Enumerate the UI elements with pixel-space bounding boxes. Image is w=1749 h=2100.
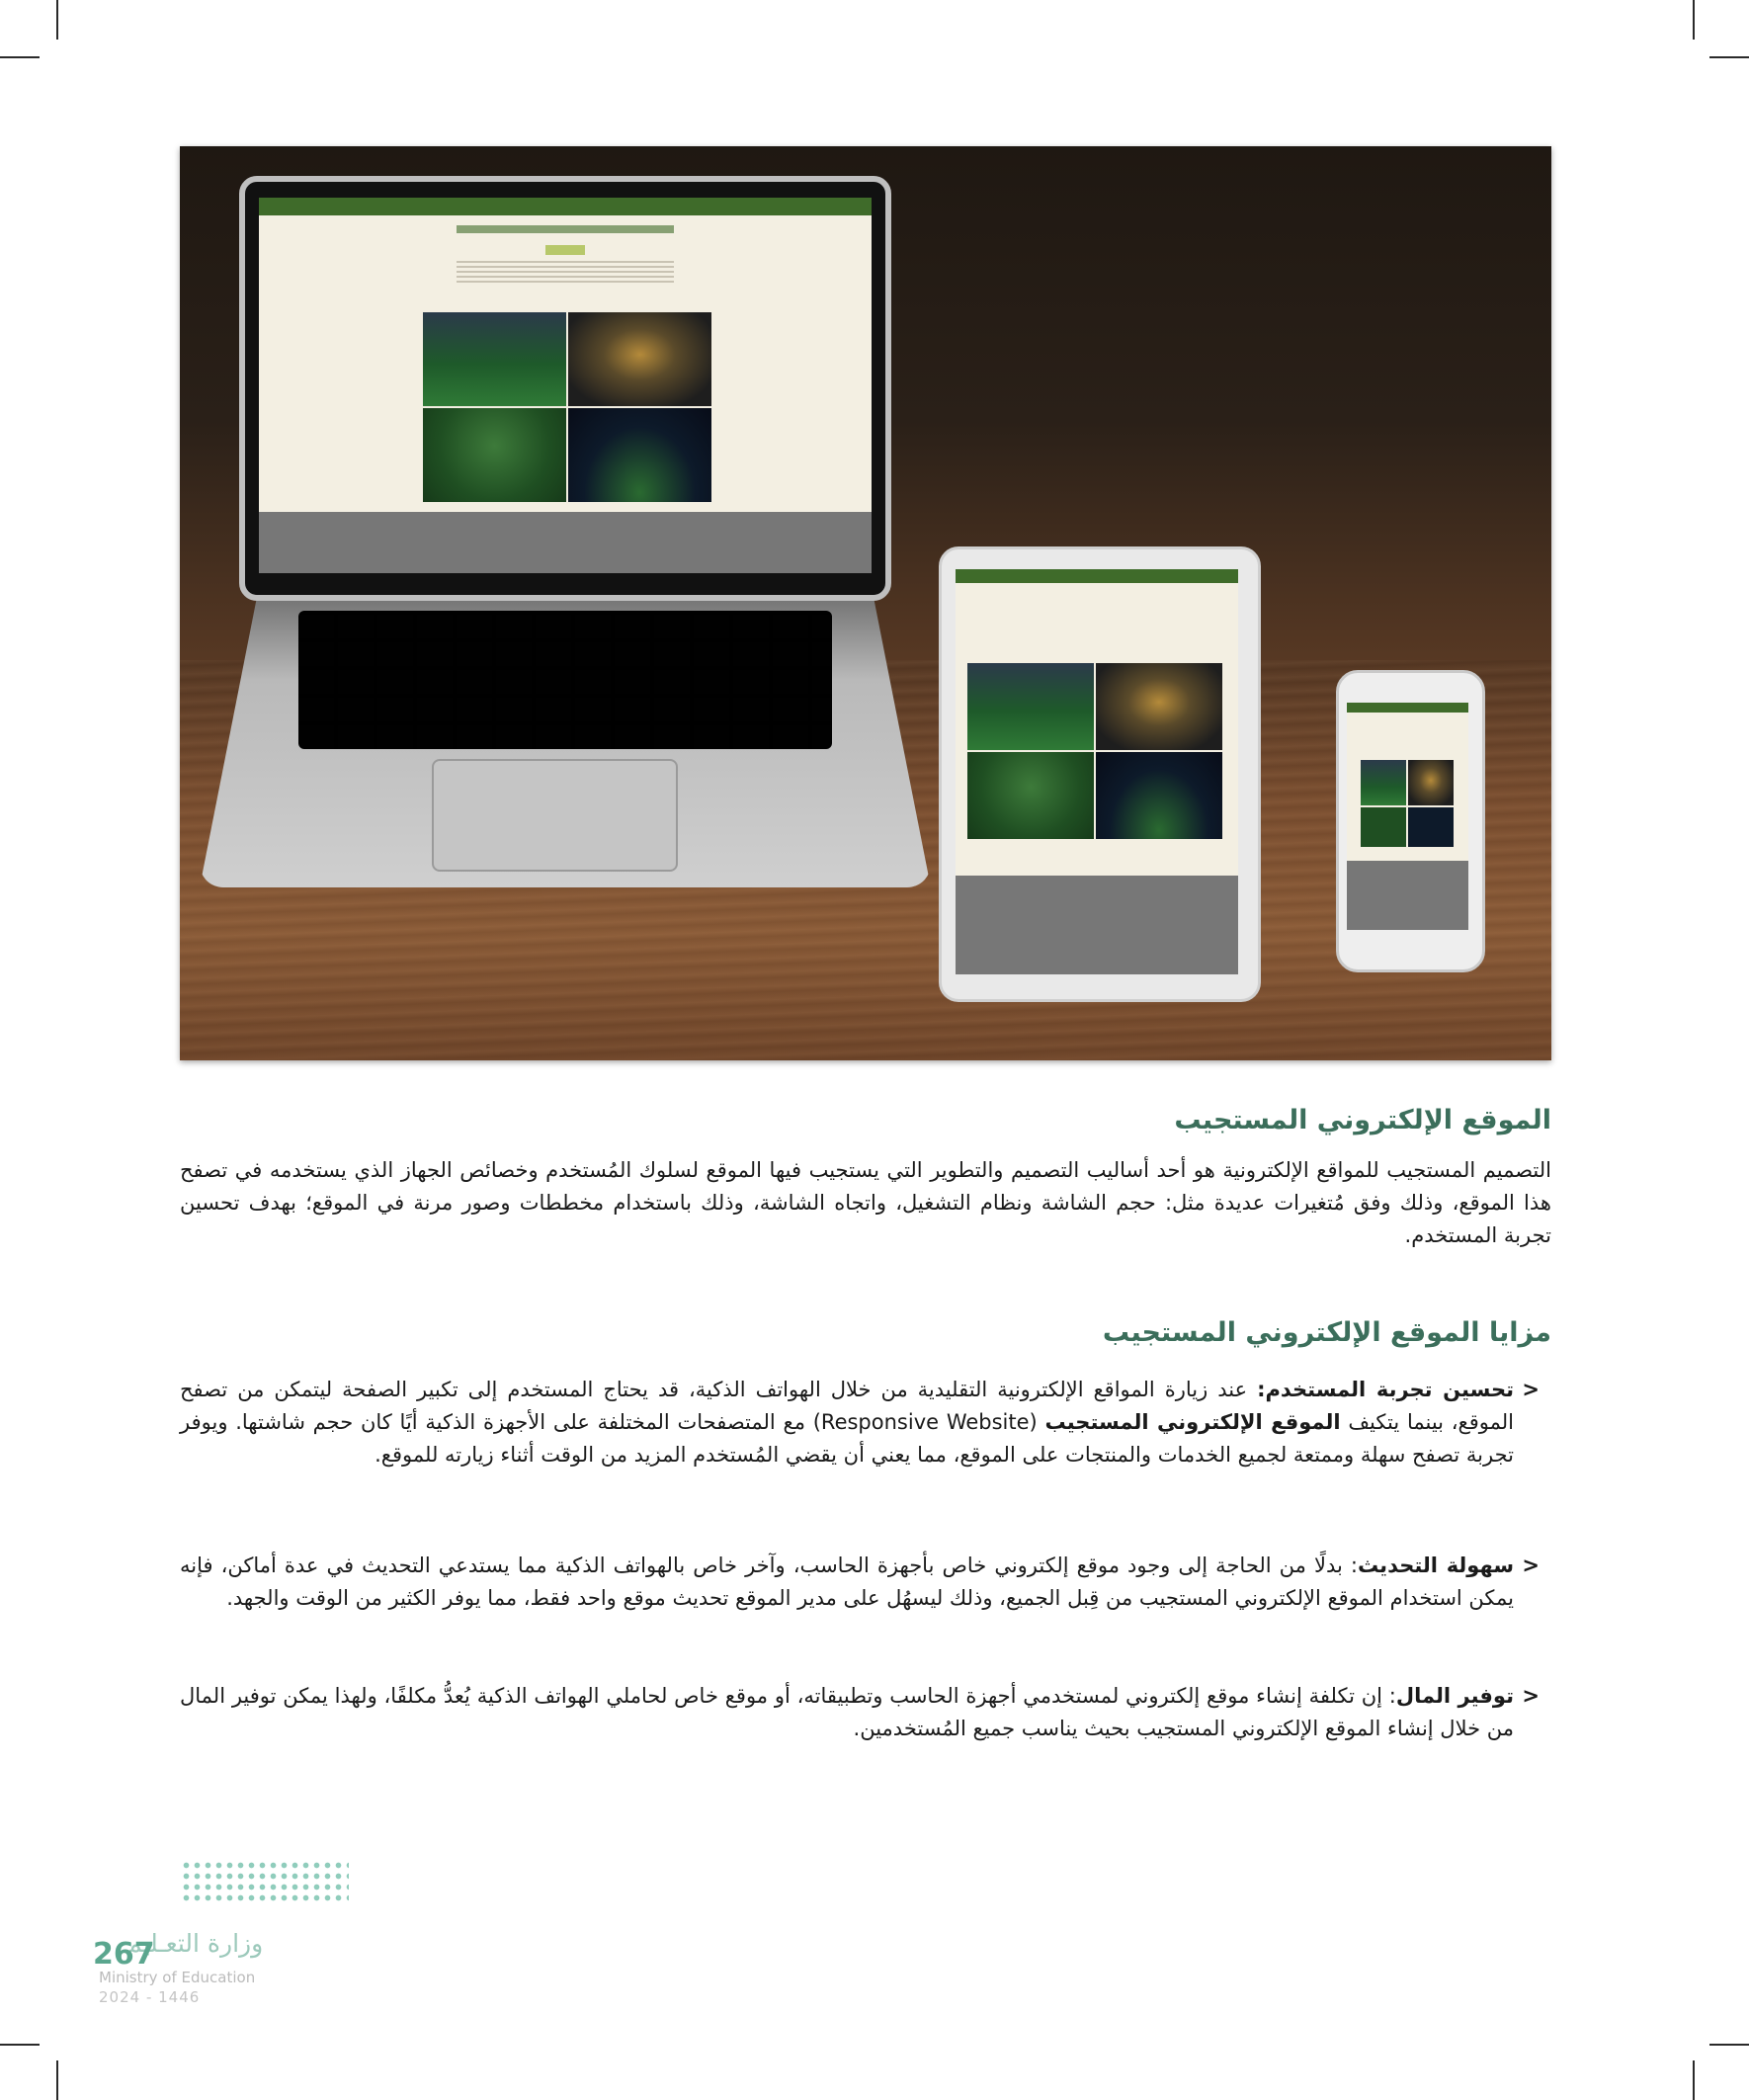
ministry-name-english: Ministry of Education — [99, 1969, 256, 1986]
stadium-photo — [1408, 807, 1454, 847]
ministry-logo-icon — [181, 1860, 349, 1905]
bullet-arrow-icon: < — [1522, 1378, 1540, 1401]
website-nav — [1347, 703, 1468, 713]
crop-mark — [56, 2060, 58, 2100]
laptop-website — [259, 198, 872, 573]
bullet-arrow-icon: < — [1522, 1554, 1540, 1577]
website-hero-text — [457, 261, 674, 283]
website-footer — [956, 876, 1238, 974]
crop-mark — [0, 56, 40, 58]
website-footer — [259, 512, 872, 573]
laptop-screen — [239, 176, 891, 601]
team-photo — [967, 663, 1094, 750]
team-photo — [1361, 760, 1406, 805]
bullet-lead: توفير المال — [1395, 1684, 1514, 1708]
ministry-name-arabic: وزارة التعـليم — [126, 1929, 264, 1958]
stadium-photo — [568, 408, 711, 502]
section-title-responsive-website: الموقع الإلكتروني المستجيب — [1174, 1105, 1551, 1135]
section-paragraph: التصميم المستجيب للمواقع الإلكترونية هو أحد أساليب التصميم والتطوير التي يستجيب فيها الموقع لسلوك المُستخدم وخصائص الجهاز الذي يستخدمه في تصفح هذا الموقع، وذلك وفق مُتغيرات عديدة مثل: حجم الشاشة ونظام التشغيل، واتجاه الشاشة، وذلك باستخدام مخططات وصور مرنة في الموقع؛ بهدف تحسين تجربة المستخدم. — [180, 1158, 1551, 1247]
crop-mark — [56, 0, 58, 40]
website-hero — [457, 225, 674, 233]
team-photo — [423, 312, 566, 406]
bullet-body: عند زيارة المواقع الإلكترونية التقليدية من خلال الهواتف الذكية، قد يحتاج المستخدم إلى تكبير الصفحة ليتمكن من تصفح الموقع، بينما يتكيف — [180, 1378, 1514, 1434]
bullet-text — [180, 1374, 1514, 1471]
crop-mark — [1693, 2060, 1695, 2100]
stadium-photo — [1096, 752, 1222, 839]
smartphone — [1336, 670, 1485, 972]
crop-mark — [1709, 2044, 1749, 2046]
tablet-website — [956, 569, 1238, 974]
emblem-photo — [967, 752, 1094, 839]
tablet — [939, 546, 1261, 1002]
list-item — [180, 1680, 1540, 1745]
bullet-lead: سهولة التحديث — [1357, 1554, 1514, 1577]
emblem-photo — [1361, 807, 1406, 847]
website-nav — [259, 198, 872, 215]
emblem-photo — [423, 408, 566, 502]
crop-mark — [0, 2044, 40, 2046]
laptop-keyboard — [298, 611, 832, 749]
bullet-arrow-icon: < — [1522, 1684, 1540, 1708]
laptop-trackpad — [432, 759, 678, 872]
crop-mark — [1693, 0, 1695, 40]
website-hero-button — [545, 245, 585, 255]
bullet-emphasis: الموقع الإلكتروني المستجيب — [1044, 1410, 1341, 1434]
trophy-photo — [568, 312, 711, 406]
section-title-advantages: مزايا الموقع الإلكتروني المستجيب — [1102, 1317, 1551, 1348]
bullet-body: : بدلًا من الحاجة إلى وجود موقع إلكتروني خاص بأجهزة الحاسب، وآخر خاص بالهواتف الذكية مما يستدعي التحديث في عدة أماكن، فإنه يمكن استخدام الموقع الإلكتروني المستجيب من قِبل الجميع، وذلك ليسهُل على مدير الموقع تحديث موقع واحد فقط، مما يوفر الكثير من الوقت والجهد. — [180, 1554, 1514, 1610]
list-item — [180, 1550, 1540, 1615]
responsive-devices-photo — [180, 146, 1551, 1060]
bullet-body: : إن تكلفة إنشاء موقع إلكتروني لمستخدمي أجهزة الحاسب وتطبيقاته، أو موقع خاص لحاملي الهواتف الذكية يُعدُّ مكلفًا، ولهذا يمكن توفير المال من خلال إنشاء الموقع الإلكتروني المستجيب بحيث يناسب جميع المُستخدمين. — [180, 1684, 1514, 1740]
trophy-photo — [1096, 663, 1222, 750]
crop-mark — [1709, 56, 1749, 58]
bullet-lead: تحسين تجربة المستخدم: — [1257, 1378, 1514, 1401]
bullet-text — [180, 1680, 1514, 1745]
website-footer — [1347, 861, 1468, 930]
website-nav — [956, 569, 1238, 583]
list-item — [180, 1374, 1540, 1471]
trophy-photo — [1408, 760, 1454, 805]
page-number: 267 — [93, 1937, 155, 1972]
edition-year: 2024 - 1446 — [99, 1988, 201, 2006]
phone-website — [1347, 703, 1468, 930]
bullet-text — [180, 1550, 1514, 1615]
bullet-body: (Responsive Website) مع المتصفحات المختلفة على الأجهزة الذكية أيًا كان حجم شاشتها. ويوفر تجربة تصفح سهلة وممتعة لجميع الخدمات والمنتجات على الموقع، مما يعني أن يقضي المُستخدم المزيد من الوقت أثناء زيارته للموقع. — [180, 1410, 1514, 1467]
